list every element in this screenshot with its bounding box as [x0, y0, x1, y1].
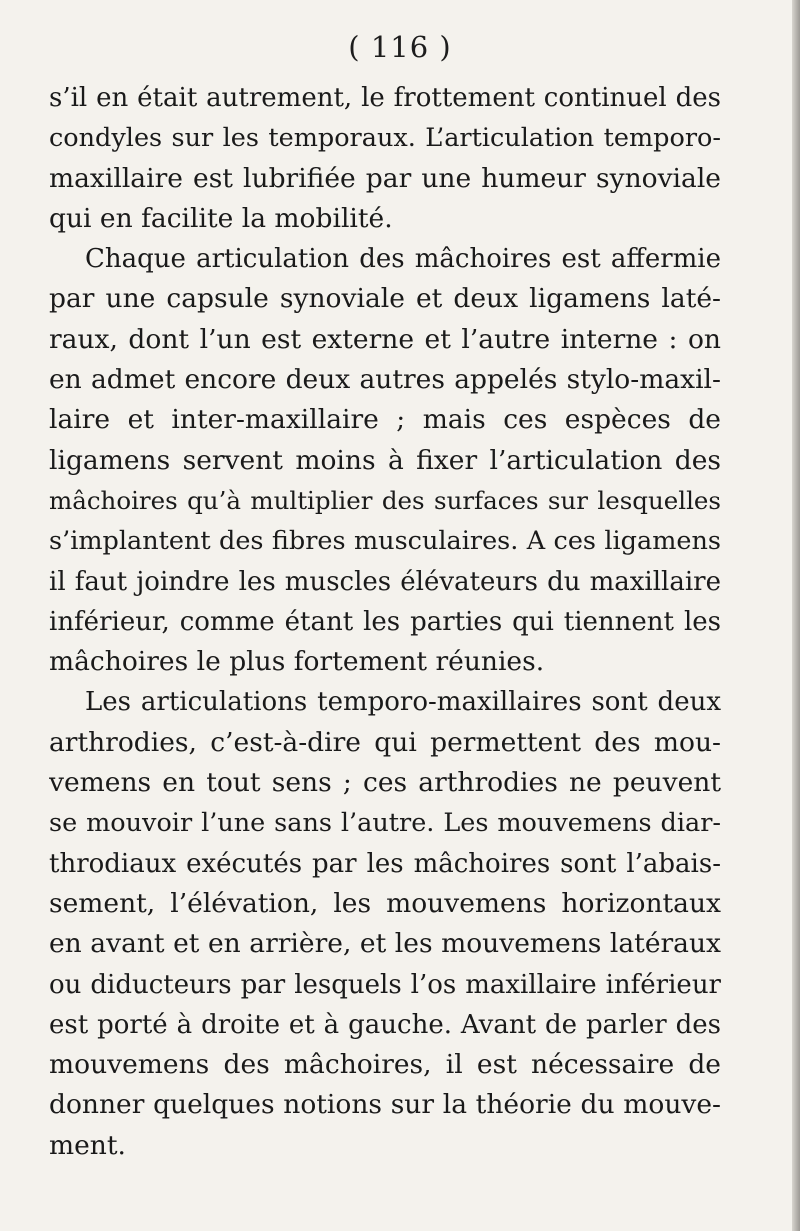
paragraph-3	[49, 682, 721, 1166]
page-number: ( 116 )	[348, 30, 452, 64]
text-line: throdiaux exécutés par les mâchoires sont l’abais-	[49, 848, 721, 879]
text-line: s’il en était autrement, le frottement continuel des	[49, 83, 721, 113]
text-line: sement, l’élévation, les mouvemens horizontaux	[49, 887, 721, 919]
text-line: s’implantent des fibres musculaires. A ces ligamens	[49, 526, 721, 557]
text-line: mâchoires le plus fortement réunies.	[49, 646, 545, 678]
text-line: raux, dont l’un est externe et l’autre interne : on	[49, 323, 721, 355]
text-line: se mouvoir l’une sans l’autre. Les mouvemens diar-	[49, 808, 721, 839]
text-line: il faut joindre les muscles élévateurs du maxillaire	[49, 566, 721, 597]
text-line: ligamens servent moins à fixer l’articulation des	[49, 444, 721, 476]
text-line: Les articulations temporo-maxillaires sont deux	[85, 687, 721, 718]
paragraph-1	[49, 78, 721, 239]
text-line: vemens en tout sens ; ces arthrodies ne peuvent	[49, 767, 721, 799]
text-line: est porté à droite et à gauche. Avant de parler des	[49, 1009, 721, 1040]
text-line: par une capsule synoviale et deux ligamens laté-	[49, 283, 721, 315]
text-line: laire et inter-maxillaire ; mais ces espèces de	[49, 404, 721, 436]
body-text	[49, 78, 721, 1166]
text-line: inférieur, comme étant les parties qui tiennent les	[49, 606, 721, 637]
text-line: mâchoires qu’à multiplier des surfaces sur lesquelles	[49, 485, 721, 515]
text-line: maxillaire est lubrifiée par une humeur synoviale	[49, 162, 721, 194]
text-line: condyles sur les temporaux. L’articulation temporo-	[49, 123, 721, 154]
text-line: ou diducteurs par lesquels l’os maxillaire inférieur	[49, 969, 721, 1000]
text-line: ment.	[49, 1129, 126, 1161]
text-line: mouvemens des mâchoires, il est nécessaire de	[49, 1049, 721, 1081]
page-edge-shadow	[792, 0, 800, 1231]
paragraph-2	[49, 239, 721, 682]
text-line: donner quelques notions sur la théorie du mouve-	[49, 1089, 721, 1121]
text-line: en admet encore deux autres appelés stylo-maxil-	[49, 364, 721, 396]
text-line: Chaque articulation des mâchoires est affermie	[85, 244, 721, 275]
text-line: en avant et en arrière, et les mouvemens latéraux	[49, 928, 721, 960]
text-line: qui en facilite la mobilité.	[49, 202, 393, 234]
text-line: arthrodies, c’est-à-dire qui permettent des mou-	[49, 726, 721, 758]
